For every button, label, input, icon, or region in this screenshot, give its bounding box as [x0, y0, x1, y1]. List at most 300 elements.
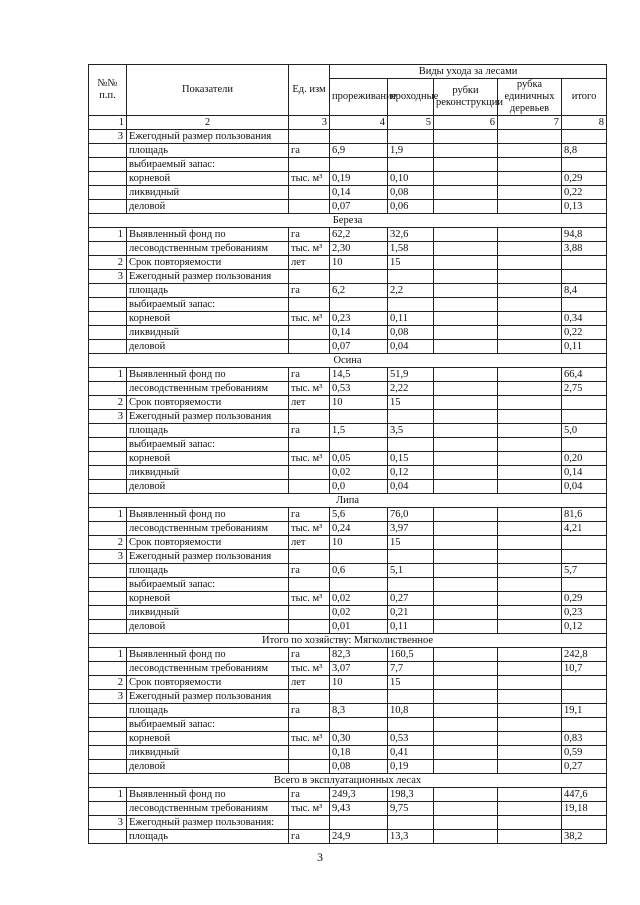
unit-cell: тыс. м³	[289, 242, 330, 256]
table-row	[89, 396, 607, 410]
table-row	[89, 592, 607, 606]
unit-cell: тыс. м³	[289, 592, 330, 606]
row-number	[89, 382, 127, 396]
value-passage: 0,41	[388, 746, 434, 760]
value-thinning: 1,5	[330, 424, 388, 438]
value-single-trees	[498, 676, 562, 690]
indicator-cell: Срок повторяемости	[127, 396, 289, 410]
value-single-trees	[498, 522, 562, 536]
value-reconstruction	[434, 746, 498, 760]
value-passage	[388, 690, 434, 704]
unit-cell: тыс. м³	[289, 172, 330, 186]
row-number	[89, 340, 127, 354]
section-row	[89, 214, 607, 228]
row-number	[89, 592, 127, 606]
row-number	[89, 830, 127, 844]
value-total	[562, 816, 607, 830]
table-row	[89, 186, 607, 200]
value-single-trees	[498, 578, 562, 592]
value-reconstruction	[434, 704, 498, 718]
indicator-cell: Ежегодный размер пользования	[127, 270, 289, 284]
header-col-thinning: прореживание	[330, 79, 388, 116]
value-passage: 0,11	[388, 312, 434, 326]
row-number	[89, 242, 127, 256]
indicator-cell: деловой	[127, 620, 289, 634]
row-number	[89, 326, 127, 340]
value-single-trees	[498, 690, 562, 704]
header-col-single-trees: рубка единичных деревьев	[498, 79, 562, 116]
value-single-trees	[498, 732, 562, 746]
value-thinning: 0,6	[330, 564, 388, 578]
value-reconstruction	[434, 186, 498, 200]
indicator-cell: выбираемый запас:	[127, 298, 289, 312]
value-single-trees	[498, 200, 562, 214]
value-reconstruction	[434, 830, 498, 844]
value-passage: 13,3	[388, 830, 434, 844]
unit-cell	[289, 410, 330, 424]
value-thinning: 0,30	[330, 732, 388, 746]
value-passage: 0,06	[388, 200, 434, 214]
value-single-trees	[498, 452, 562, 466]
row-number: 2	[89, 536, 127, 550]
section-row	[89, 634, 607, 648]
unit-cell	[289, 438, 330, 452]
value-passage: 7,7	[388, 662, 434, 676]
value-total: 66,4	[562, 368, 607, 382]
table-row	[89, 508, 607, 522]
row-number	[89, 662, 127, 676]
value-single-trees	[498, 564, 562, 578]
unit-cell: тыс. м³	[289, 522, 330, 536]
value-single-trees	[498, 550, 562, 564]
value-single-trees	[498, 396, 562, 410]
value-total: 81,6	[562, 508, 607, 522]
header-col-passage: проходные	[388, 79, 434, 116]
indicator-cell: площадь	[127, 144, 289, 158]
table-row	[89, 326, 607, 340]
value-thinning: 0,01	[330, 620, 388, 634]
row-number	[89, 424, 127, 438]
indicator-cell: деловой	[127, 340, 289, 354]
section-row	[89, 354, 607, 368]
table-row	[89, 242, 607, 256]
value-total: 0,34	[562, 312, 607, 326]
value-passage: 32,6	[388, 228, 434, 242]
col-number: 1	[89, 116, 127, 130]
value-thinning: 0,02	[330, 606, 388, 620]
unit-cell: га	[289, 788, 330, 802]
value-passage: 0,12	[388, 466, 434, 480]
table-row	[89, 536, 607, 550]
document-page	[88, 64, 606, 844]
table-row	[89, 480, 607, 494]
unit-cell: га	[289, 564, 330, 578]
indicator-cell: лесоводственным требованиям	[127, 522, 289, 536]
value-passage	[388, 550, 434, 564]
indicator-cell: лесоводственным требованиям	[127, 802, 289, 816]
table-row	[89, 158, 607, 172]
row-number	[89, 746, 127, 760]
value-thinning	[330, 158, 388, 172]
value-total: 19,18	[562, 802, 607, 816]
value-total	[562, 676, 607, 690]
value-passage: 9,75	[388, 802, 434, 816]
unit-cell: тыс. м³	[289, 662, 330, 676]
section-row	[89, 774, 607, 788]
value-total: 447,6	[562, 788, 607, 802]
value-reconstruction	[434, 298, 498, 312]
value-thinning: 10	[330, 396, 388, 410]
unit-cell	[289, 326, 330, 340]
value-reconstruction	[434, 368, 498, 382]
value-single-trees	[498, 620, 562, 634]
value-total	[562, 550, 607, 564]
value-thinning: 5,6	[330, 508, 388, 522]
value-total	[562, 130, 607, 144]
col-number: 6	[434, 116, 498, 130]
col-number: 4	[330, 116, 388, 130]
indicator-cell: выбираемый запас:	[127, 158, 289, 172]
value-passage	[388, 410, 434, 424]
indicator-cell: корневой	[127, 452, 289, 466]
value-single-trees	[498, 228, 562, 242]
value-total	[562, 298, 607, 312]
value-single-trees	[498, 340, 562, 354]
value-passage: 0,11	[388, 620, 434, 634]
value-thinning	[330, 718, 388, 732]
value-reconstruction	[434, 592, 498, 606]
indicator-cell: площадь	[127, 704, 289, 718]
value-total: 8,4	[562, 284, 607, 298]
page-number: 3	[317, 850, 323, 864]
value-single-trees	[498, 438, 562, 452]
value-reconstruction	[434, 382, 498, 396]
col-number: 8	[562, 116, 607, 130]
row-number: 2	[89, 396, 127, 410]
value-reconstruction	[434, 802, 498, 816]
value-reconstruction	[434, 242, 498, 256]
value-passage: 0,08	[388, 326, 434, 340]
section-title: Итого по хозяйству: Мягколиственное	[89, 634, 607, 648]
row-number	[89, 452, 127, 466]
indicator-cell: выбираемый запас:	[127, 578, 289, 592]
value-single-trees	[498, 662, 562, 676]
value-single-trees	[498, 144, 562, 158]
value-passage: 0,04	[388, 340, 434, 354]
value-total: 0,11	[562, 340, 607, 354]
value-thinning: 6,2	[330, 284, 388, 298]
table-row	[89, 466, 607, 480]
row-number	[89, 284, 127, 298]
unit-cell	[289, 298, 330, 312]
value-thinning: 24,9	[330, 830, 388, 844]
unit-cell	[289, 480, 330, 494]
table-row	[89, 200, 607, 214]
value-thinning: 0,53	[330, 382, 388, 396]
indicator-cell: выбираемый запас:	[127, 438, 289, 452]
unit-cell	[289, 816, 330, 830]
value-reconstruction	[434, 438, 498, 452]
table-row	[89, 270, 607, 284]
value-passage: 198,3	[388, 788, 434, 802]
indicator-cell: Выявленный фонд по	[127, 648, 289, 662]
value-reconstruction	[434, 788, 498, 802]
row-number: 3	[89, 130, 127, 144]
section-title: Липа	[89, 494, 607, 508]
table-row	[89, 256, 607, 270]
value-reconstruction	[434, 522, 498, 536]
indicator-cell: Выявленный фонд по	[127, 508, 289, 522]
indicator-cell: ликвидный	[127, 466, 289, 480]
indicator-cell: корневой	[127, 172, 289, 186]
unit-cell: лет	[289, 676, 330, 690]
unit-cell	[289, 718, 330, 732]
table-row	[89, 284, 607, 298]
value-total: 0,59	[562, 746, 607, 760]
table-row	[89, 130, 607, 144]
value-passage: 10,8	[388, 704, 434, 718]
unit-cell: га	[289, 284, 330, 298]
value-passage	[388, 816, 434, 830]
indicator-cell: выбираемый запас:	[127, 718, 289, 732]
value-single-trees	[498, 592, 562, 606]
row-number: 1	[89, 788, 127, 802]
value-total: 8,8	[562, 144, 607, 158]
forest-care-table	[88, 64, 607, 844]
table-row	[89, 144, 607, 158]
value-thinning: 0,02	[330, 466, 388, 480]
unit-cell: тыс. м³	[289, 312, 330, 326]
value-total	[562, 690, 607, 704]
table-row	[89, 368, 607, 382]
value-passage	[388, 578, 434, 592]
indicator-cell: лесоводственным требованиям	[127, 662, 289, 676]
value-single-trees	[498, 186, 562, 200]
row-number	[89, 312, 127, 326]
value-passage: 51,9	[388, 368, 434, 382]
header-unit: Ед. изм	[289, 65, 330, 116]
value-single-trees	[498, 816, 562, 830]
indicator-cell: лесоводственным требованиям	[127, 382, 289, 396]
table-row	[89, 704, 607, 718]
row-number: 3	[89, 550, 127, 564]
value-thinning: 3,07	[330, 662, 388, 676]
value-total	[562, 718, 607, 732]
value-thinning: 0,07	[330, 340, 388, 354]
header-indicators: Показатели	[127, 65, 289, 116]
indicator-cell: деловой	[127, 480, 289, 494]
value-reconstruction	[434, 536, 498, 550]
value-passage	[388, 270, 434, 284]
value-reconstruction	[434, 452, 498, 466]
indicator-cell: Ежегодный размер пользования	[127, 130, 289, 144]
value-total: 0,12	[562, 620, 607, 634]
table-row	[89, 340, 607, 354]
value-reconstruction	[434, 144, 498, 158]
value-reconstruction	[434, 564, 498, 578]
value-reconstruction	[434, 410, 498, 424]
value-total: 0,27	[562, 760, 607, 774]
unit-cell: га	[289, 648, 330, 662]
value-single-trees	[498, 312, 562, 326]
value-thinning	[330, 410, 388, 424]
row-number: 3	[89, 270, 127, 284]
unit-cell: га	[289, 424, 330, 438]
value-passage	[388, 718, 434, 732]
indicator-cell: Выявленный фонд по	[127, 788, 289, 802]
row-number	[89, 186, 127, 200]
value-passage: 0,53	[388, 732, 434, 746]
row-number	[89, 606, 127, 620]
unit-cell: га	[289, 508, 330, 522]
value-total	[562, 536, 607, 550]
unit-cell	[289, 466, 330, 480]
value-total: 4,21	[562, 522, 607, 536]
table-row	[89, 564, 607, 578]
row-number: 1	[89, 648, 127, 662]
row-number	[89, 200, 127, 214]
value-thinning: 0,14	[330, 186, 388, 200]
value-passage: 0,21	[388, 606, 434, 620]
indicator-cell: корневой	[127, 732, 289, 746]
value-passage: 5,1	[388, 564, 434, 578]
table-row	[89, 732, 607, 746]
value-single-trees	[498, 256, 562, 270]
indicator-cell: Срок повторяемости	[127, 256, 289, 270]
value-thinning: 10	[330, 676, 388, 690]
table-row	[89, 788, 607, 802]
indicator-cell: площадь	[127, 564, 289, 578]
value-reconstruction	[434, 256, 498, 270]
value-total	[562, 396, 607, 410]
value-reconstruction	[434, 676, 498, 690]
value-thinning: 6,9	[330, 144, 388, 158]
value-reconstruction	[434, 270, 498, 284]
value-total: 0,13	[562, 200, 607, 214]
table-row	[89, 452, 607, 466]
unit-cell	[289, 200, 330, 214]
row-number	[89, 172, 127, 186]
value-single-trees	[498, 760, 562, 774]
row-number	[89, 760, 127, 774]
table-row	[89, 312, 607, 326]
value-single-trees	[498, 830, 562, 844]
value-thinning: 0,0	[330, 480, 388, 494]
row-number	[89, 564, 127, 578]
unit-cell: га	[289, 368, 330, 382]
value-passage: 15	[388, 396, 434, 410]
table-row	[89, 746, 607, 760]
table-row	[89, 410, 607, 424]
value-total: 0,20	[562, 452, 607, 466]
unit-cell	[289, 620, 330, 634]
table-row	[89, 802, 607, 816]
row-number: 1	[89, 228, 127, 242]
unit-cell: га	[289, 830, 330, 844]
unit-cell	[289, 578, 330, 592]
unit-cell	[289, 270, 330, 284]
value-total	[562, 578, 607, 592]
value-total: 0,23	[562, 606, 607, 620]
value-passage: 0,08	[388, 186, 434, 200]
indicator-cell: Срок повторяемости	[127, 536, 289, 550]
value-single-trees	[498, 284, 562, 298]
value-single-trees	[498, 606, 562, 620]
value-thinning: 0,23	[330, 312, 388, 326]
header-col-reconstruction: рубки реконструкции	[434, 79, 498, 116]
value-reconstruction	[434, 326, 498, 340]
indicator-cell: Ежегодный размер пользования:	[127, 816, 289, 830]
value-reconstruction	[434, 480, 498, 494]
value-total: 0,29	[562, 172, 607, 186]
value-passage: 1,9	[388, 144, 434, 158]
value-single-trees	[498, 746, 562, 760]
value-single-trees	[498, 508, 562, 522]
value-passage	[388, 438, 434, 452]
col-number: 3	[289, 116, 330, 130]
row-number: 3	[89, 690, 127, 704]
value-reconstruction	[434, 172, 498, 186]
row-number: 2	[89, 256, 127, 270]
table-row	[89, 438, 607, 452]
value-reconstruction	[434, 732, 498, 746]
value-thinning	[330, 578, 388, 592]
table-row	[89, 620, 607, 634]
value-single-trees	[498, 242, 562, 256]
value-passage: 0,10	[388, 172, 434, 186]
value-single-trees	[498, 704, 562, 718]
value-thinning: 8,3	[330, 704, 388, 718]
table-row	[89, 172, 607, 186]
value-total: 19,1	[562, 704, 607, 718]
value-single-trees	[498, 410, 562, 424]
indicator-cell: деловой	[127, 760, 289, 774]
value-single-trees	[498, 466, 562, 480]
value-single-trees	[498, 536, 562, 550]
value-passage: 15	[388, 256, 434, 270]
value-total: 0,14	[562, 466, 607, 480]
value-total: 0,22	[562, 186, 607, 200]
value-single-trees	[498, 368, 562, 382]
value-single-trees	[498, 718, 562, 732]
value-reconstruction	[434, 340, 498, 354]
value-reconstruction	[434, 466, 498, 480]
table-row	[89, 606, 607, 620]
unit-cell	[289, 760, 330, 774]
value-passage: 0,19	[388, 760, 434, 774]
row-number	[89, 704, 127, 718]
value-passage: 15	[388, 676, 434, 690]
row-number	[89, 718, 127, 732]
value-reconstruction	[434, 718, 498, 732]
value-thinning	[330, 270, 388, 284]
unit-cell	[289, 690, 330, 704]
table-row	[89, 816, 607, 830]
unit-cell	[289, 606, 330, 620]
value-single-trees	[498, 270, 562, 284]
table-row	[89, 718, 607, 732]
value-total: 0,83	[562, 732, 607, 746]
value-reconstruction	[434, 606, 498, 620]
value-single-trees	[498, 382, 562, 396]
unit-cell	[289, 746, 330, 760]
value-reconstruction	[434, 662, 498, 676]
table-row	[89, 690, 607, 704]
header-col-total: итого	[562, 79, 607, 116]
indicator-cell: ликвидный	[127, 746, 289, 760]
value-reconstruction	[434, 550, 498, 564]
row-number	[89, 732, 127, 746]
